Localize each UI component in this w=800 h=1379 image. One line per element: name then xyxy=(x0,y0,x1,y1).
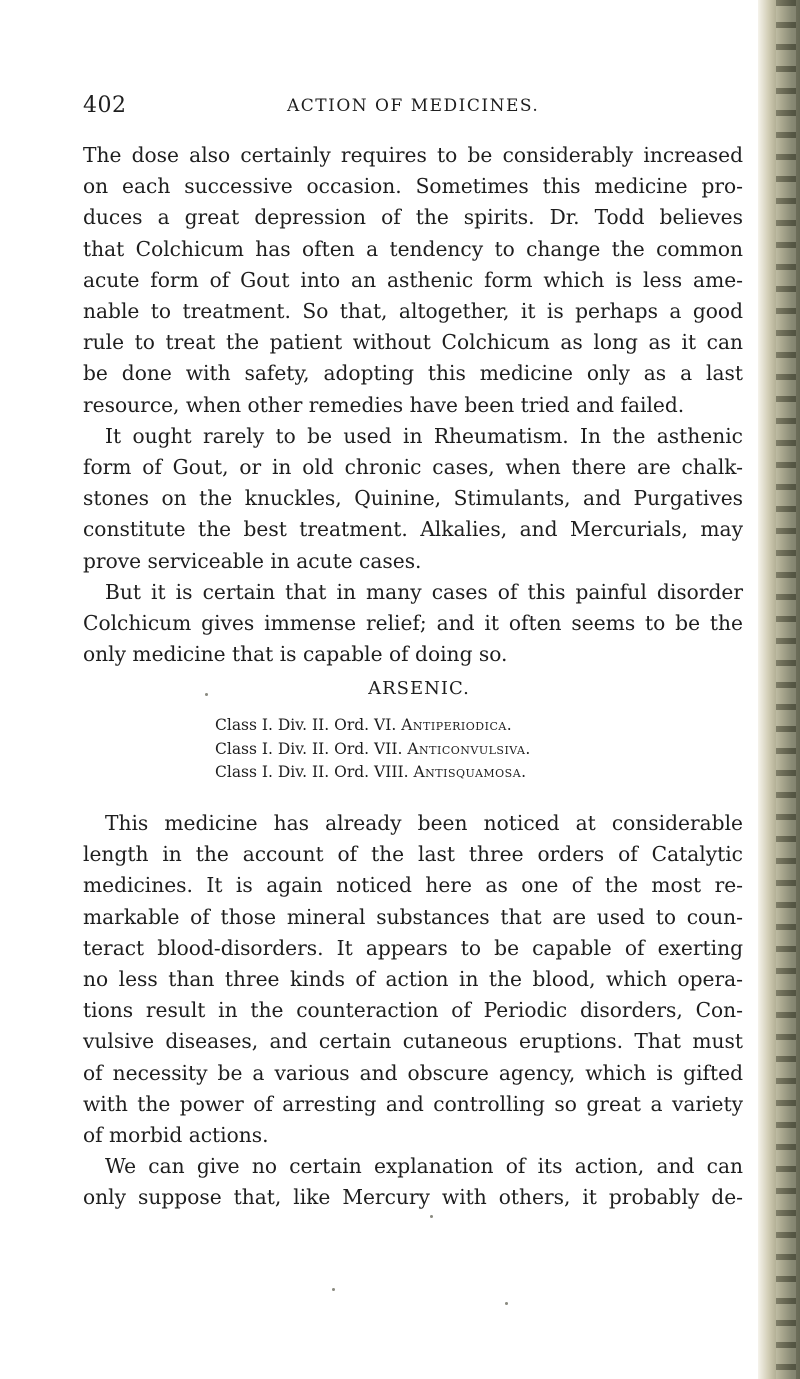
paper-speck xyxy=(205,693,208,696)
classification-row xyxy=(215,761,715,785)
paragraph-relief xyxy=(83,577,743,671)
text-line: Colchicum gives immense relief; and it often seems to be the xyxy=(83,611,743,636)
paper-speck xyxy=(505,1302,508,1305)
text-line: no less than three kinds of action in the blood, which opera- xyxy=(83,967,743,992)
text-line: teract blood-disorders. It appears to be capable of exerting xyxy=(83,935,743,960)
text-line: But it is certain that in many cases of this painful disorder xyxy=(105,579,743,604)
classification-prefix: Class I. Div. II. Ord. VII. xyxy=(215,739,403,758)
text-line: medicines. It is again noticed here as one of the most re- xyxy=(83,873,743,898)
text-line: on each successive occasion. Sometimes this medicine pro- xyxy=(83,174,743,199)
text-line: The dose also certainly requires to be considerably increased xyxy=(83,143,743,167)
text-line: It ought rarely to be used in Rheumatism. In the asthenic xyxy=(105,423,743,448)
text-line: tions result in the counteraction of Periodic disorders, Con- xyxy=(83,998,743,1023)
paragraph-arsenic-explanation xyxy=(83,1151,743,1213)
page-edge-texture xyxy=(776,0,796,1379)
classification-prefix: Class I. Div. II. Ord. VI. xyxy=(215,716,397,734)
running-title: ACTION OF MEDICINES. xyxy=(287,96,540,116)
classification-name: Antisquamosa. xyxy=(413,763,527,781)
page-number: 402 xyxy=(83,93,127,118)
running-header xyxy=(83,93,743,123)
text-line: only medicine that is capable of doing so. xyxy=(83,642,508,667)
text-line: resource, when other remedies have been tried and failed. xyxy=(83,392,685,417)
text-line: prove serviceable in acute cases. xyxy=(83,548,422,573)
classification-row xyxy=(215,738,715,762)
text-line: constitute the best treatment. Alkalies, and Mercurials, may xyxy=(83,517,743,542)
paragraph-arsenic-intro xyxy=(83,808,743,1151)
classification-prefix: Class I. Div. II. Ord. VIII. xyxy=(215,763,409,781)
text-line: of necessity be a various and obscure agency, which is gifted xyxy=(83,1060,743,1085)
text-line: nable to treatment. So that, altogether, it is perhaps a good xyxy=(83,299,743,324)
text-line: be done with safety, adopting this medicine only as a last xyxy=(83,361,743,386)
text-line: stones on the knuckles, Quinine, Stimulants, and Purgatives xyxy=(83,486,743,511)
classification-name: Antiperiodica. xyxy=(401,716,513,734)
paragraph-dose xyxy=(83,140,743,421)
text-line: form of Gout, or in old chronic cases, when there are chalk- xyxy=(83,455,743,480)
classification-row xyxy=(215,714,715,738)
text-line: length in the account of the last three orders of Catalytic xyxy=(83,842,743,867)
text-line: only suppose that, like Mercury with others, it probably de- xyxy=(83,1185,743,1210)
paragraph-rheumatism xyxy=(83,421,743,577)
text-line: duces a great depression of the spirits. Dr. Todd believes xyxy=(83,205,743,230)
classification-name: Anticonvulsiva. xyxy=(407,739,531,758)
text-line: with the power of arresting and controlling so great a variety xyxy=(83,1091,743,1116)
text-line: acute form of Gout into an asthenic form which is less ame- xyxy=(83,267,743,292)
paper-speck xyxy=(430,1215,433,1218)
text-line: rule to treat the patient without Colchicum as long as it can xyxy=(83,330,743,355)
body-text-arsenic xyxy=(83,808,743,1214)
section-heading-arsenic: ARSENIC. xyxy=(368,678,470,699)
text-line: This medicine has already been noticed at considerable xyxy=(105,811,743,835)
body-text-colchicum xyxy=(83,140,743,670)
text-line: markable of those mineral substances that are used to coun- xyxy=(83,904,743,929)
text-line: vulsive diseases, and certain cutaneous eruptions. That must xyxy=(83,1029,743,1054)
text-line: of morbid actions. xyxy=(83,1123,269,1148)
paper-speck xyxy=(332,1288,335,1291)
text-line: We can give no certain explanation of its action, and can xyxy=(105,1154,743,1179)
text-line: that Colchicum has often a tendency to change the common xyxy=(83,236,743,261)
classification-list xyxy=(215,714,715,785)
